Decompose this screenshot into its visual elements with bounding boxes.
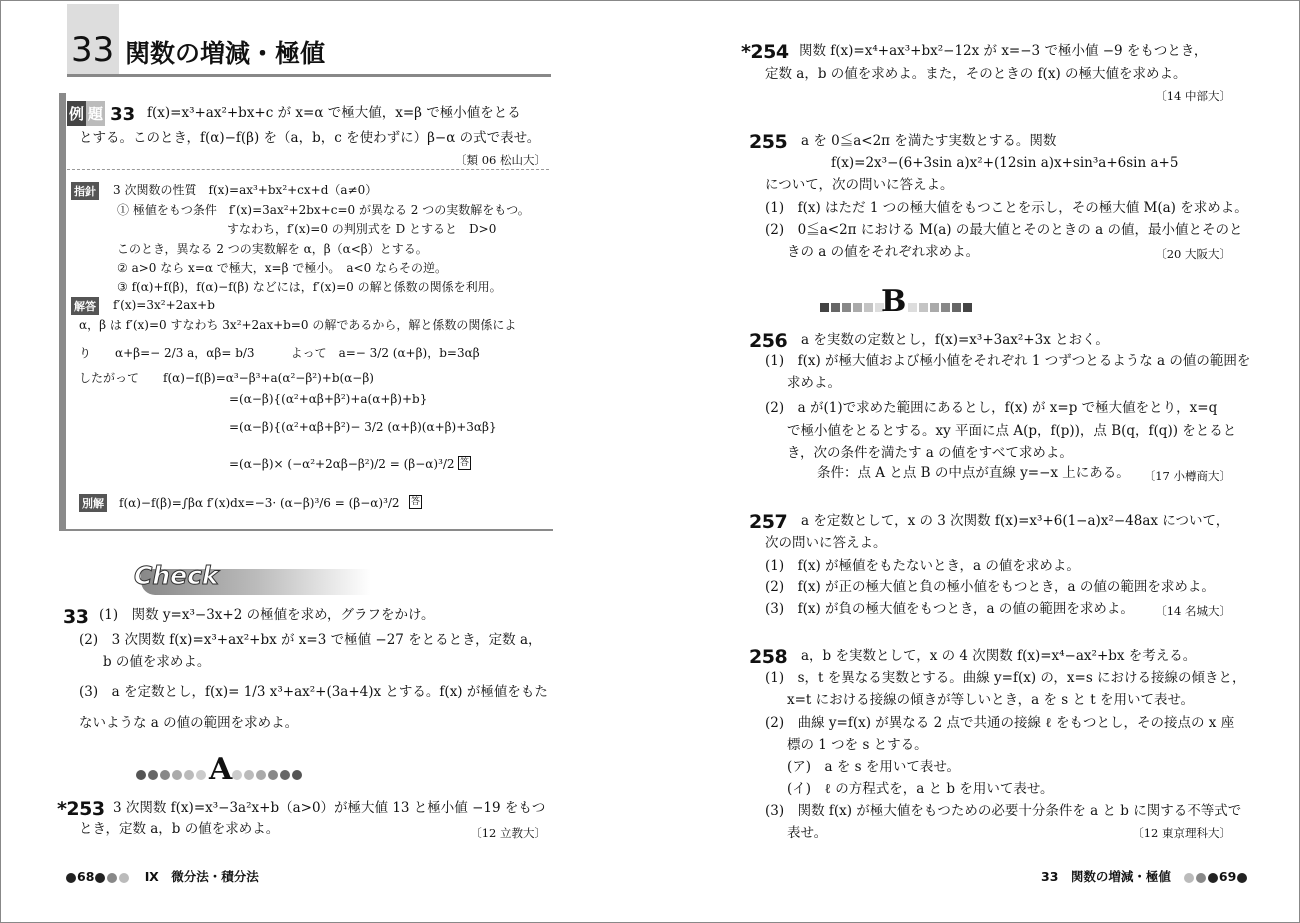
problem-255-source: 〔20 大阪大〕 xyxy=(1155,247,1231,261)
example-label xyxy=(67,101,135,126)
problem-258-q2: (2) 曲線 y=f(x) が異なる 2 点で共通の接線 ℓ をもつとし，その接点の x 座 xyxy=(765,715,1235,731)
example-label-left: 例 xyxy=(67,101,86,126)
level-b-squares-right xyxy=(907,297,973,316)
section-title: 関数の増減・極値 xyxy=(125,39,326,68)
problem-256-number: 256 xyxy=(749,330,788,352)
problem-256-q2: (2) a が(1)で求めた範囲にあるとし，f(x) が x=p で極大値をとり，x=q xyxy=(765,400,1218,416)
problem-257-line: a を定数として，x の 3 次関数 f(x)=x³+6(1−a)x²−48ax について， xyxy=(801,513,1230,529)
check-title: Check xyxy=(134,561,219,590)
example-source: 〔類 06 松山大〕 xyxy=(455,153,546,167)
problem-253-source: 〔12 立教大〕 xyxy=(470,826,546,840)
problem-253-line: 3 次関数 f(x)=x³−3a²x+b（a>0）が極大値 13 と極小値 −19 をもつ xyxy=(113,800,546,816)
problem-258-q2-i: (ア) a を s を用いて表せ。 xyxy=(787,759,960,775)
problem-258-line: a，b を実数として，x の 4 次関数 f(x)=x⁴−ax²+bx を考える。 xyxy=(801,648,1197,664)
solution-line: したがって f(α)−f(β)=α³−β³+a(α²−β²)+b(α−β) xyxy=(79,371,374,385)
example-line2: とする。このとき，f(α)−f(β) を（a，b，c を使わずに）β−α の式で表せ。 xyxy=(79,130,541,146)
problem-258-q2-ii: (イ) ℓ の方程式を，a と b を用いて表せ。 xyxy=(787,781,1054,797)
problem-256-line: a を実数の定数とし，f(x)=x³+3ax²+3x とおく。 xyxy=(801,332,1109,348)
solution-line: =(α−β)× (−α²+2αβ−β²)/2 = (β−α)³/2 xyxy=(229,457,455,471)
problem-255-q2: きの a の値をそれぞれ求めよ。 xyxy=(787,244,980,260)
problem-258-q3: 表せ。 xyxy=(787,825,828,841)
example-line1: f(x)=x³+ax²+bx+c が x=α で極大値，x=β で極小値をとる xyxy=(147,105,521,121)
solution-line: α，β は f′(x)=0 すなわち 3x²+2ax+b=0 の解であるから，解と係数の関係によ xyxy=(79,318,517,332)
problem-254-line: 関数 f(x)=x⁴+ax³+bx²−12x が x=−3 で極小値 −9 をもつとき， xyxy=(799,43,1208,59)
right-footer xyxy=(1041,867,1248,885)
left-footer xyxy=(65,867,259,885)
right-section: 33 関数の増減・極値 xyxy=(1041,869,1171,884)
problem-257-number: 257 xyxy=(749,511,788,533)
alt-tag: 別解 xyxy=(79,494,107,512)
answer-mark: 答 xyxy=(460,458,470,468)
problem-257-q1: (1) f(x) が極値をもたないとき，a の値を求めよ。 xyxy=(765,558,1080,574)
problem-253-number: *253 xyxy=(57,798,105,820)
example-label-right: 題 xyxy=(86,101,105,126)
problem-257-q3: (3) f(x) が負の極大値をもつとき，a の値の範囲を求めよ。 xyxy=(765,601,1134,617)
solution-line: =(α−β){(α²+αβ+β²)− 3/2 (α+β)(α+β)+3αβ} xyxy=(229,420,497,434)
problem-258-q3: (3) 関数 f(x) が極大値をもつための必要十分条件を a と b に関する不等式で xyxy=(765,803,1242,819)
level-b-squares-left xyxy=(819,297,885,316)
check-item: (3) a を定数とし，f(x)= 1/3 x³+ax²+(3a+4)x とする。f(x) が極値をもた xyxy=(79,684,548,700)
problem-255-line: について，次の問いに答えよ。 xyxy=(765,177,954,193)
hint-line: ① 極値をもつ条件 f′(x)=3ax²+2bx+c=0 が異なる 2 つの実数解をもつ。 xyxy=(117,203,530,217)
problem-255-q1: (1) f(x) はただ 1 つの極大値をもつことを示し，その極大値 M(a) を求めよ。 xyxy=(765,200,1248,216)
problem-254-line: 定数 a，b の値を求めよ。また，そのときの f(x) の極大値を求めよ。 xyxy=(765,66,1187,82)
problem-256-source: 〔17 小樽商大〕 xyxy=(1143,469,1231,483)
answer-mark: 答 xyxy=(411,497,421,507)
right-page-number: 69 xyxy=(1218,869,1237,884)
problem-254-source: 〔14 中部大〕 xyxy=(1155,89,1231,103)
problem-256-condition: 条件：点 A と点 B の中点が直線 y=−x 上にある。 xyxy=(817,465,1130,481)
level-a-dots-left xyxy=(135,765,207,784)
left-chapter: Ⅸ 微分法・積分法 xyxy=(144,869,259,884)
problem-256-q2: き，次の条件を満たす a の値をすべて求めよ。 xyxy=(787,445,1073,461)
problem-255-number: 255 xyxy=(749,131,788,153)
hint-line: ② a>0 なら x=α で極大，x=β で極小。 a<0 ならその逆。 xyxy=(117,261,448,275)
problem-257-q2: (2) f(x) が正の極大値と負の極小値をもつとき，a の値の範囲を求めよ。 xyxy=(765,579,1215,595)
hint-line: すなわち，f′(x)=0 の判別式を D とすると D>0 xyxy=(227,222,497,236)
problem-253-line: とき，定数 a，b の値を求めよ。 xyxy=(79,821,280,837)
problem-258-q2: 標の 1 つを s とする。 xyxy=(787,737,928,753)
problem-258-q1: x=t における接線の傾きが等しいとき，a を s と t を用いて表せ。 xyxy=(787,692,1195,708)
problem-256-q1: 求めよ。 xyxy=(787,375,841,391)
problem-254-number: *254 xyxy=(741,41,789,63)
level-a-dots-right xyxy=(231,765,303,784)
problem-255-q2: (2) 0≦a<2π における M(a) の最大値とそのときの a の値，最小値とそのと xyxy=(765,222,1243,238)
solution-line: =(α−β){(α²+αβ+β²)+a(α+β)+b} xyxy=(229,392,428,406)
level-a-label: A xyxy=(209,752,233,787)
problem-256-q1: (1) f(x) が極大値および極小値をそれぞれ 1 つずつとるような a の値の範囲を xyxy=(765,353,1251,369)
problem-257-source: 〔14 名城大〕 xyxy=(1155,604,1231,618)
problem-255-line: f(x)=2x³−(6+3sin a)x²+(12sin a)x+sin³a+6sin a+5 xyxy=(831,155,1179,171)
hint-line: このとき，異なる 2 つの実数解を α，β（α<β）とする。 xyxy=(117,242,428,256)
left-page-number: 68 xyxy=(77,869,95,884)
problem-256-q2: で極小値をとるとする。xy 平面に点 A(p，f(p))，点 B(q，f(q)) をとると xyxy=(787,423,1237,439)
problem-258-number: 258 xyxy=(749,646,788,668)
title-underline xyxy=(67,74,551,77)
problem-258-source: 〔12 東京理科大〕 xyxy=(1132,826,1231,840)
check-item: (2) 3 次関数 f(x)=x³+ax²+bx が x=3 で極値 −27 をとるとき，定数 a， xyxy=(79,632,542,648)
example-number: 33 xyxy=(110,104,136,125)
check-item: (1) 関数 y=x³−3x+2 の極値を求め，グラフをかけ。 xyxy=(99,607,435,623)
problem-255-line: a を 0≦a<2π を満たす実数とする。関数 xyxy=(801,133,1057,149)
problem-257-line: 次の問いに答えよ。 xyxy=(765,535,887,551)
solution-tag: 解答 xyxy=(71,297,99,315)
check-item: b の値を求めよ。 xyxy=(103,654,211,670)
hint-tag: 指針 xyxy=(71,182,99,200)
problem-258-q1: (1) s，t を異なる実数とする。曲線 y=f(x) の，x=s における接線の傾きと， xyxy=(765,670,1246,686)
hint-line: ③ f(α)+f(β)，f(α)−f(β) などには，f′(x)=0 の解と係数の関係を利用。 xyxy=(117,280,502,294)
alt-line: f(α)−f(β)=∫βα f′(x)dx=−3· (α−β)³/6 = (β−α)³/2 xyxy=(119,496,400,510)
check-number: 33 xyxy=(63,606,89,628)
solution-line: り α+β=− 2/3 a，αβ= b/3 よって a=− 3/2 (α+β)，b=3αβ xyxy=(79,346,480,360)
level-b-label: B xyxy=(881,284,907,319)
check-item: ないような a の値の範囲を求めよ。 xyxy=(79,715,299,731)
section-number: 33 xyxy=(71,30,115,70)
solution-line: f′(x)=3x²+2ax+b xyxy=(113,298,215,312)
hint-line: 3 次関数の性質 f(x)=ax³+bx²+cx+d（a≠0） xyxy=(113,183,378,197)
example-divider xyxy=(67,169,549,170)
